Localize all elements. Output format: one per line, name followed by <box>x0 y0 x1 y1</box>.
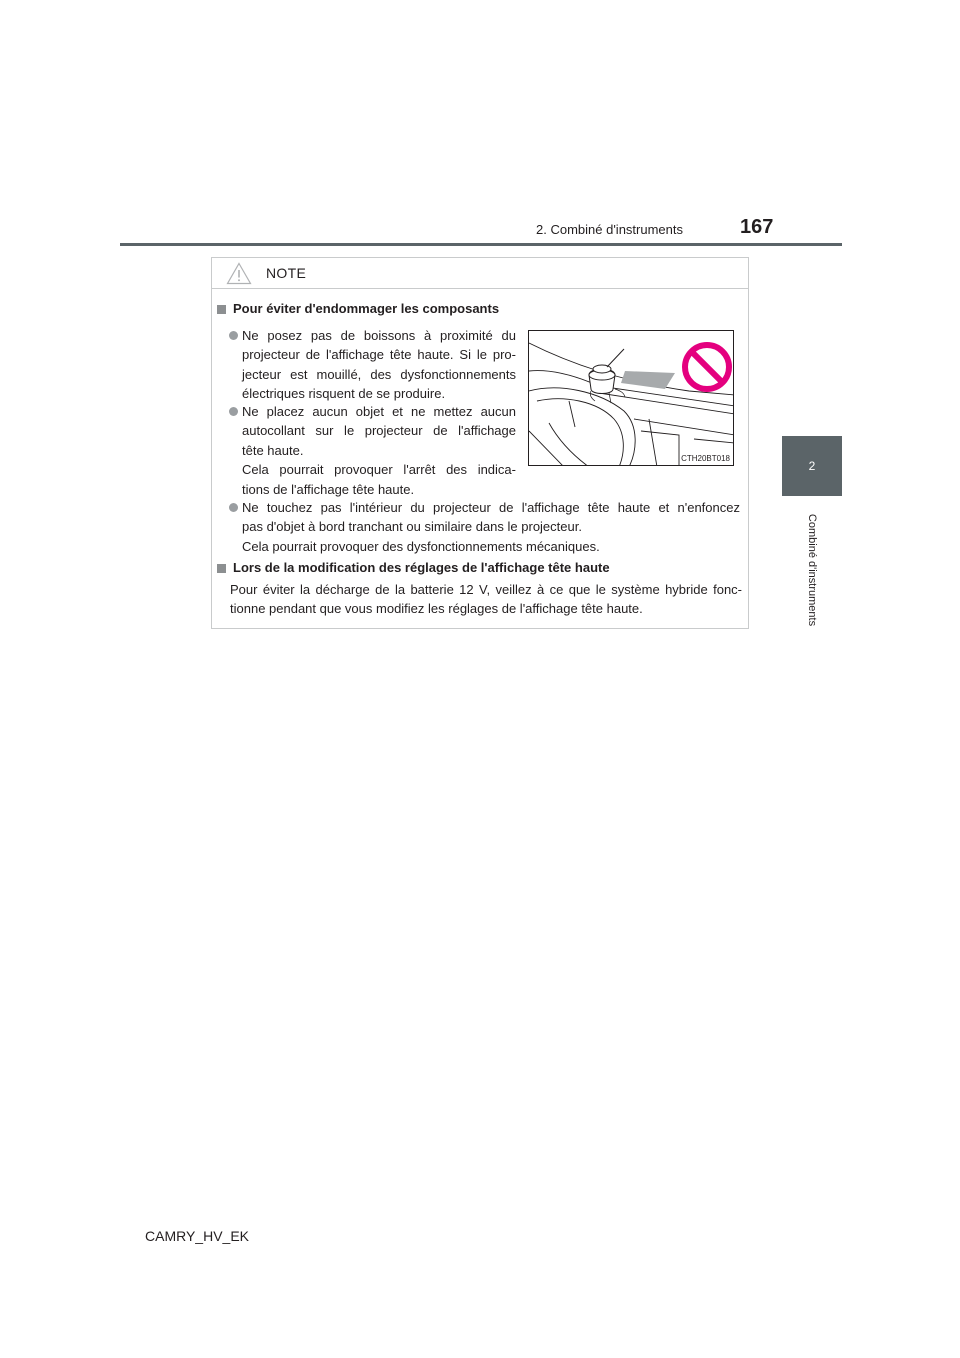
bullet-drinks <box>242 326 516 404</box>
section-heading-settings <box>217 560 610 575</box>
heading-text: Lors de la modification des réglages de l'affichage tête haute <box>233 560 610 575</box>
para-line: Pour éviter la décharge de la batterie 12 V, veillez à ce que le système hybride fonc- <box>230 582 742 597</box>
model-code: CAMRY_HV_EK <box>145 1228 250 1244</box>
chapter-label-text: Combiné d'instruments <box>806 513 818 627</box>
round-bullet-icon <box>229 503 238 512</box>
illustration-code: CTH20BT018 <box>681 454 730 463</box>
bullet-line: Ne touchez pas l'intérieur du projecteur de l'affichage tête haute et n'enfoncez <box>242 500 740 515</box>
para-line: tionne pendant que vous modifiez les réglages de l'affichage tête haute. <box>230 601 643 617</box>
section-title: 2. Combiné d'instruments <box>536 222 683 237</box>
bullet-sharp-objects <box>242 498 740 556</box>
heading-text: Pour éviter d'endommager les composants <box>233 301 500 316</box>
round-bullet-icon <box>229 407 238 416</box>
bullet-line: Cela pourrait provoquer l'arrêt des indica- <box>242 462 516 478</box>
note-header <box>212 258 748 289</box>
dashboard-drawing <box>529 331 734 466</box>
bullet-line: tête haute. <box>242 442 304 458</box>
square-bullet-icon <box>217 564 226 573</box>
chapter-side-label <box>776 500 848 640</box>
bullet-line: pas d'objet à bord tranchant ou similaire dans le projecteur. <box>242 519 582 535</box>
bullet-line: Ne placez aucun objet et ne mettez aucun <box>242 404 516 419</box>
bullet-line: Cela pourrait provoquer des dysfonctionnements mécaniques. <box>242 538 600 554</box>
bullet-line: Ne posez pas de boissons à proximité du <box>242 328 516 343</box>
note-title: NOTE <box>266 265 307 281</box>
page-number: 167 <box>740 216 774 238</box>
bullet-line: projecteur de l'affichage tête haute. Si le pro- <box>242 347 516 363</box>
chapter-tab <box>782 436 842 496</box>
section-heading-damage <box>217 301 499 316</box>
warning-triangle-icon <box>226 262 252 285</box>
header-rule <box>120 243 842 246</box>
settings-paragraph <box>230 580 742 619</box>
note-box <box>211 257 749 629</box>
round-bullet-icon <box>229 331 238 340</box>
bullet-line: jecteur est mouillé, des dysfonctionnements <box>242 366 516 382</box>
dashboard-illustration <box>528 330 734 466</box>
square-bullet-icon <box>217 305 226 314</box>
bullet-line: tions de l'affichage tête haute. <box>242 481 415 497</box>
bullet-line: autocollant sur le projecteur de l'affichage <box>242 423 516 439</box>
chapter-number: 2 <box>808 459 816 473</box>
bullet-line: électriques risquent de se produire. <box>242 386 446 402</box>
bullet-objects <box>242 402 516 499</box>
